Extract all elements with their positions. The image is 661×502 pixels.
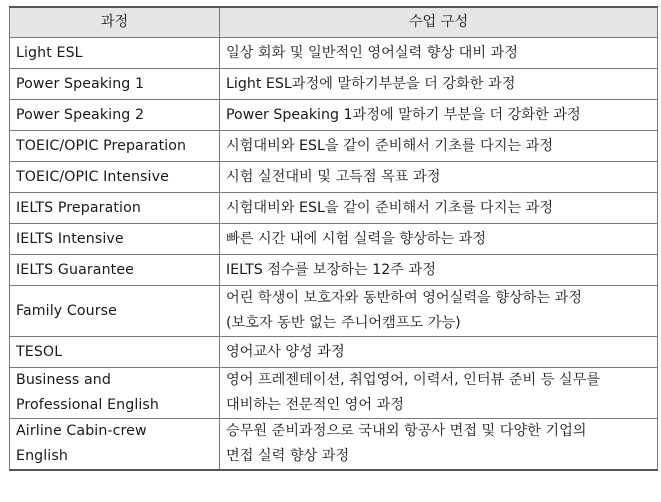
course-name-line: TESOL	[16, 343, 63, 360]
course-description-cell	[220, 255, 658, 286]
course-name-cell	[10, 224, 220, 255]
table-row	[10, 38, 658, 69]
table-header-row	[10, 7, 658, 38]
course-description-cell	[220, 100, 658, 131]
course-name-line: Light ESL	[16, 44, 83, 61]
course-name-cell	[10, 419, 220, 471]
course-description-line: 빠른 시간 내에 시험 실력을 향상하는 과정	[226, 230, 487, 247]
course-description-line: 시험대비와 ESL을 같이 준비해서 기초를 다지는 과정	[226, 137, 554, 154]
course-name-line: Business and	[16, 372, 111, 388]
course-name-cell	[10, 100, 220, 131]
course-description-cell	[220, 286, 658, 337]
course-name-cell	[10, 368, 220, 419]
course-description-cell	[220, 162, 658, 193]
course-description-cell	[220, 38, 658, 69]
course-name-line: Power Speaking 1	[16, 75, 145, 92]
course-description-line: 승무원 준비과정으로 국내외 항공사 면접 및 다양한 기업의	[226, 423, 587, 439]
course-name-line: Power Speaking 2	[16, 106, 145, 123]
course-description-cell	[220, 337, 658, 368]
course-name-line: TOEIC/OPIC Preparation	[16, 137, 187, 154]
course-description-line: 어린 학생이 보호자와 동반하여 영어실력을 향상하는 과정	[226, 290, 582, 306]
table-row	[10, 255, 658, 286]
course-description-line: (보호자 동반 없는 주니어캠프도 가능)	[226, 315, 461, 331]
course-name-cell	[10, 162, 220, 193]
course-description-cell	[220, 131, 658, 162]
course-name-cell	[10, 38, 220, 69]
table-row	[10, 286, 658, 337]
course-name-cell	[10, 255, 220, 286]
course-name-line: Family Course	[16, 302, 117, 319]
course-name-cell	[10, 193, 220, 224]
table-row	[10, 131, 658, 162]
header-description: 수업 구성	[220, 7, 658, 38]
course-name-line: Airline Cabin-crew	[16, 423, 147, 439]
table-row	[10, 69, 658, 100]
course-description-line: IELTS 점수를 보장하는 12주 과정	[226, 261, 436, 278]
table-row	[10, 193, 658, 224]
header-course: 과정	[10, 7, 220, 38]
course-name-line: TOEIC/OPIC Intensive	[16, 168, 169, 185]
course-name-cell	[10, 286, 220, 337]
table-row	[10, 224, 658, 255]
course-name-line: English	[16, 448, 68, 464]
course-description-cell	[220, 69, 658, 100]
course-description-line: 시험대비와 ESL을 같이 준비해서 기초를 다지는 과정	[226, 199, 554, 216]
table-row	[10, 368, 658, 419]
course-description-line: 영어교사 양성 과정	[226, 343, 345, 360]
course-name-line: Professional English	[16, 397, 160, 413]
course-description-cell	[220, 419, 658, 471]
course-name-line: IELTS Intensive	[16, 230, 124, 247]
table-row	[10, 337, 658, 368]
table-row	[10, 419, 658, 471]
course-description-line: 영어 프레젠테이션, 취업영어, 이력서, 인터뷰 준비 등 실무를	[226, 372, 601, 388]
course-description-line: 시험 실전대비 및 고득점 목표 과정	[226, 168, 441, 185]
course-description-cell	[220, 368, 658, 419]
course-name-cell	[10, 337, 220, 368]
course-description-line: 대비하는 전문적인 영어 과정	[226, 397, 404, 413]
table-row	[10, 100, 658, 131]
course-table	[9, 6, 658, 471]
table-body	[10, 38, 658, 471]
course-description-line: 면접 실력 향상 과정	[226, 448, 350, 464]
course-description-line: Power Speaking 1과정에 말하기 부분을 더 강화한 과정	[226, 106, 581, 123]
course-name-cell	[10, 69, 220, 100]
course-description-line: 일상 회화 및 일반적인 영어실력 향상 대비 과정	[226, 44, 518, 61]
course-name-line: IELTS Guarantee	[16, 261, 134, 278]
course-name-line: IELTS Preparation	[16, 199, 141, 216]
table-row	[10, 162, 658, 193]
course-name-cell	[10, 131, 220, 162]
course-description-cell	[220, 193, 658, 224]
course-description-line: Light ESL과정에 말하기부분을 더 강화한 과정	[226, 75, 516, 92]
course-description-cell	[220, 224, 658, 255]
